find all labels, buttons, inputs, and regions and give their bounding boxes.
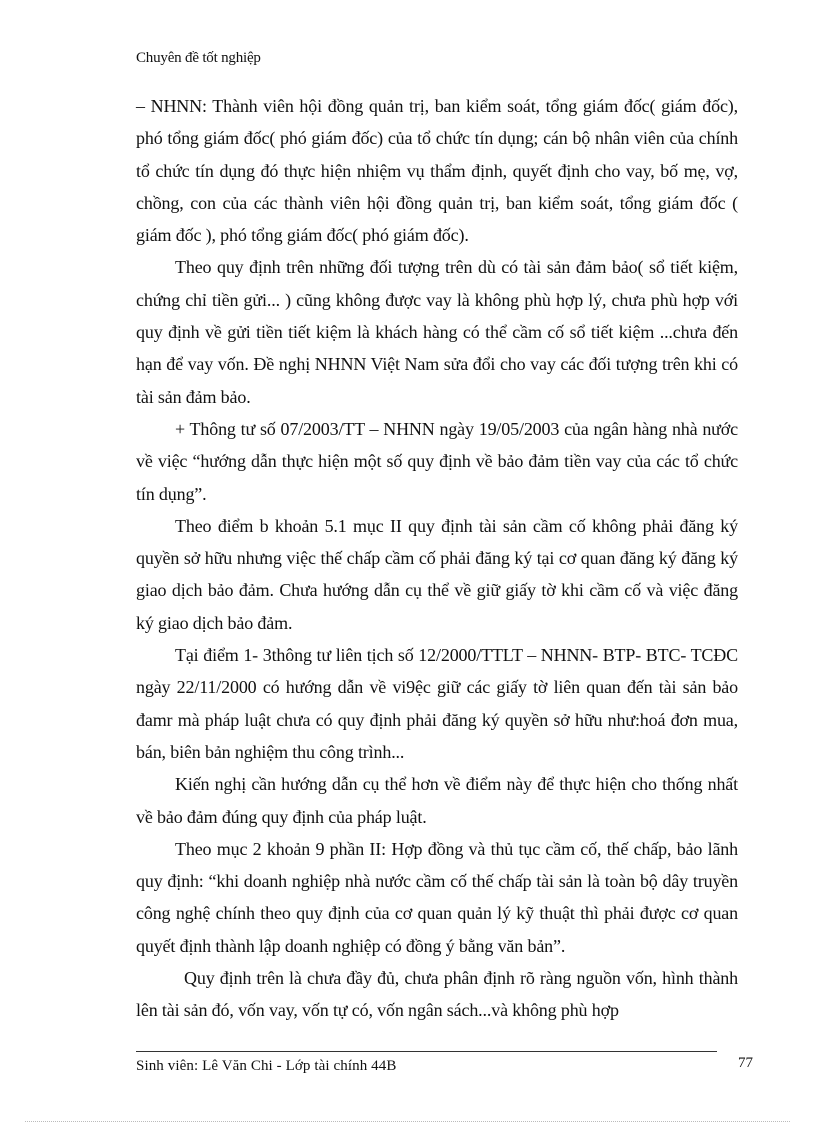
document-body (136, 90, 738, 1027)
paragraph-6: Kiến nghị cần hướng dẫn cụ thể hơn về điểm này để thực hiện cho thống nhất về bảo đảm đúng quy định của pháp luật. (136, 774, 738, 827)
header-title: Chuyên đề tốt nghiệp (136, 50, 261, 66)
running-header (136, 48, 261, 68)
page-boundary-divider (25, 1121, 790, 1122)
paragraph-7: Theo mục 2 khoản 9 phần II: Hợp đồng và thủ tục cầm cố, thế chấp, bảo lãnh quy định: “khi doanh nghiệp nhà nước cầm cố thế chấp tài sản là toàn bộ dây truyền công nghệ chính theo quy định của cơ quan quản lý kỹ thuật thì phải được cơ quan quyết định thành lập doanh nghiệp có đồng ý bằng văn bản”. (136, 838, 738, 956)
page-number: 77 (738, 1055, 753, 1071)
paragraph-1: – NHNN: Thành viên hội đồng quản trị, ban kiểm soát, tổng giám đốc( giám đốc), phó tổng giám đốc( phó giám đốc) của tổ chức tín dụng; cán bộ nhân viên của chính tổ chức tín dụng đó thực hiện nhiệm vụ thẩm định, quyết định cho vay, bố mẹ, vợ, chồng, con của các thành viên hội đồng quản trị, ban kiểm soát, tổng giám đốc ( giám đốc ), phó tổng giám đốc( phó giám đốc). (136, 96, 738, 246)
paragraph-4: Theo điểm b khoản 5.1 mục II quy định tài sản cầm cố không phải đăng ký quyền sở hữu nhưng việc thế chấp cầm cố phải đăng ký tại cơ quan đăng ký đăng ký giao dịch bảo đảm. Chưa hướng dẫn cụ thể về giữ giấy tờ khi cầm cố và việc đăng ký giao dịch bảo đảm. (136, 515, 738, 633)
paragraph-3: + Thông tư số 07/2003/TT – NHNN ngày 19/05/2003 của ngân hàng nhà nước về việc “hướng dẫn thực hiện một số quy định về bảo đảm tiền vay của các tổ chức tín dụng”. (136, 418, 738, 504)
footer-divider (136, 1051, 717, 1052)
footer-author-line: Sinh viên: Lê Văn Chi - Lớp tài chính 44B (136, 1058, 397, 1074)
paragraph-8: Quy định trên là chưa đầy đủ, chưa phân định rõ ràng nguồn vốn, hình thành lên tài sản đó, vốn vay, vốn tự có, vốn ngân sách...và không phù hợp (136, 968, 738, 1021)
paragraph-2: Theo quy định trên những đối tượng trên dù có tài sản đảm bảo( sổ tiết kiệm, chứng chỉ tiền gửi... ) cũng không được vay là không phù hợp lý, chưa phù hợp với quy định về gửi tiền tiết kiệm là khách hàng có thể cầm cố sổ tiết kiệm ...chưa đến hạn để vay vốn. Đề nghị NHNN Việt Nam sửa đổi cho vay các đối tượng trên khi có tài sản đảm bảo. (136, 257, 738, 407)
paragraph-5: Tại điểm 1- 3thông tư liên tịch số 12/2000/TTLT – NHNN- BTP- BTC- TCĐC ngày 22/11/2000 có hướng dẫn về vi9ệc giữ các giấy tờ liên quan đến tài sản bảo đamr mà pháp luật chưa có quy định phải đăng ký quyền sở hữu như:hoá đơn mua, bán, biên bản nghiệm thu công trình... (136, 645, 738, 762)
